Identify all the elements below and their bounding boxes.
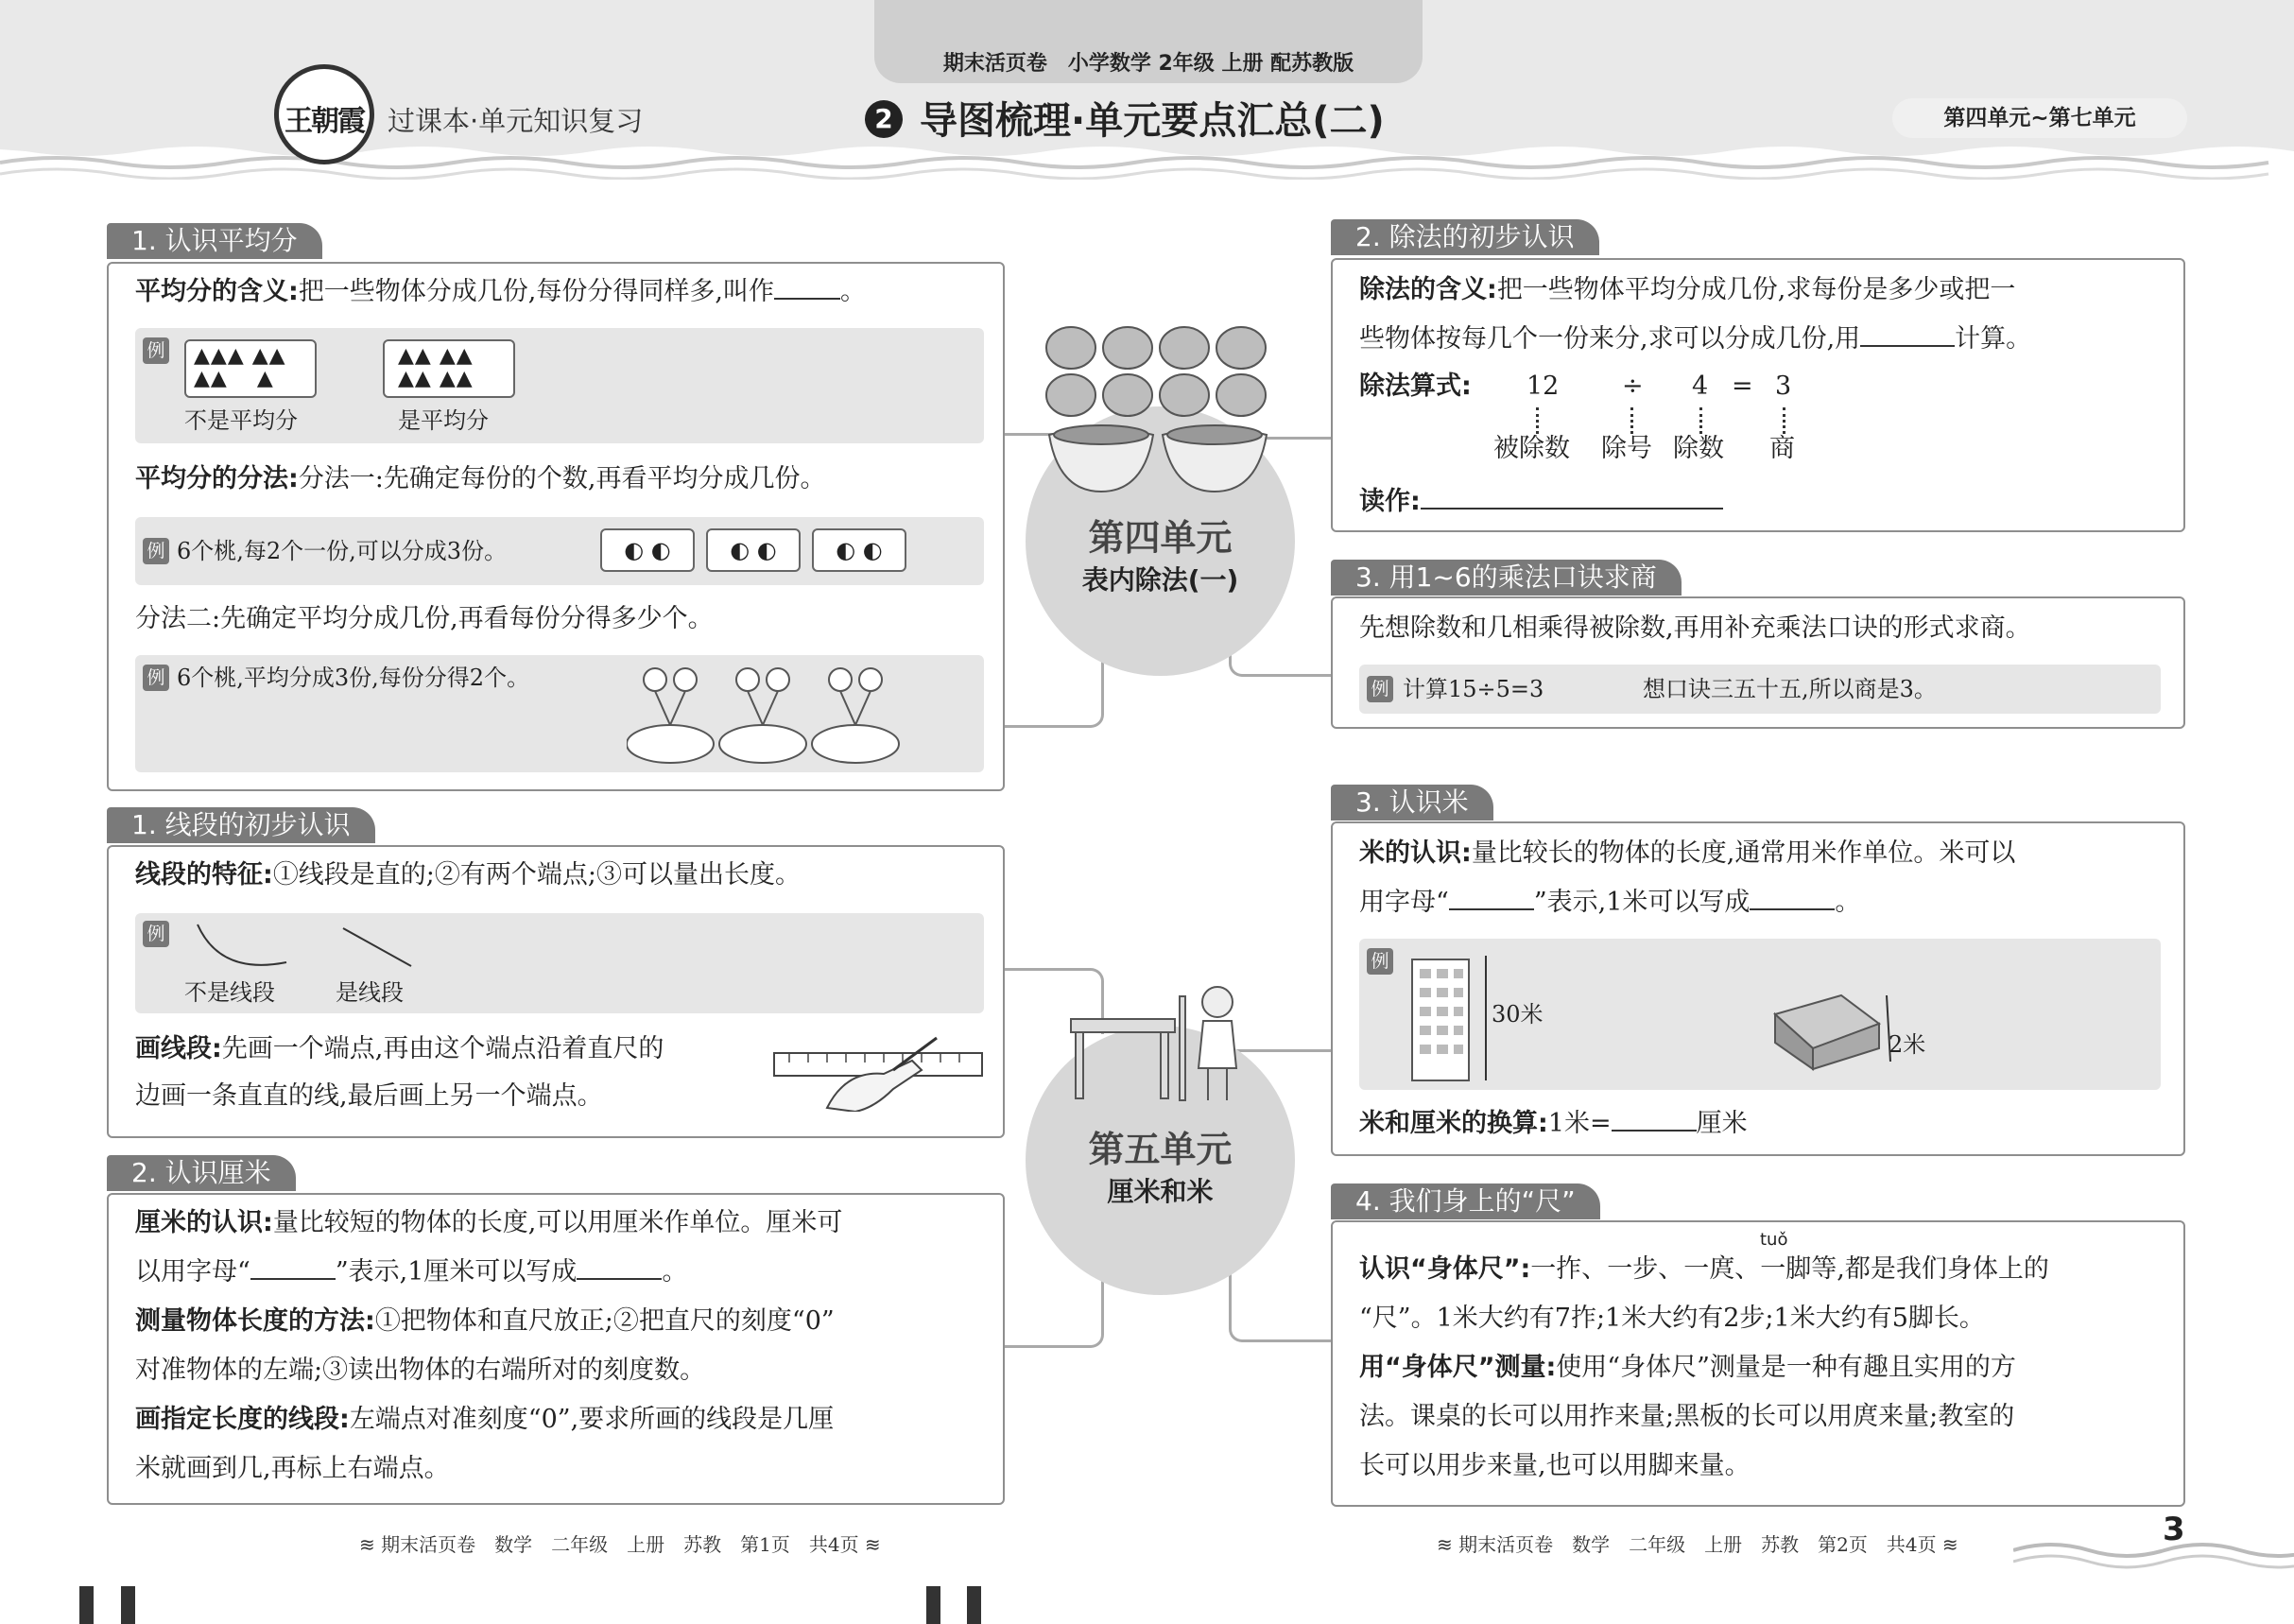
div-formula-label: 除法算式:	[1359, 371, 1472, 401]
avg-meaning	[135, 273, 866, 311]
avg-meaning-blank[interactable]	[774, 273, 840, 300]
header-tab-text: 期末活页卷 小学数学 2年级 上册 配苏教版	[942, 52, 1354, 76]
label-not-segment: 不是线段	[184, 979, 275, 1006]
corner-mark	[121, 1586, 135, 1624]
cm-letter-blank[interactable]	[250, 1253, 336, 1280]
section-tag-body-ruler: 4. 我们身上的“尺”	[1331, 1183, 1600, 1219]
section-tag-meter: 3. 认识米	[1331, 785, 1493, 821]
example-label: 例	[143, 538, 169, 564]
example-label: 例	[143, 665, 169, 691]
example-label: 例	[1367, 676, 1393, 702]
seg-features	[135, 856, 801, 894]
peach-group: ◐ ◐	[706, 528, 801, 572]
avg-example-2	[135, 517, 984, 585]
cm-draw-label: 画指定长度的线段:	[135, 1405, 350, 1434]
mult-line: 先想除数和几相乘得被除数,再用补充乘法口诀的形式求商。	[1359, 613, 2031, 643]
div-method-blank[interactable]	[1860, 320, 1955, 347]
footer-left: ≋ 期末活页卷 数学 二年级 上册 苏教 第1页 共4页 ≋	[359, 1533, 881, 1556]
example-label: 例	[1367, 948, 1393, 975]
pumpkins-illustration	[1044, 321, 1271, 496]
formula-divide-sign: ÷	[1622, 371, 1644, 401]
label-not-average: 不是平均分	[184, 407, 298, 434]
cm-line-2b: ”表示,1厘米可以写成	[335, 1257, 578, 1287]
div-read-label: 读作:	[1359, 487, 1421, 516]
div-line-2b: 计算。	[1955, 324, 2032, 354]
pinyin-tuo: tuǒ	[1760, 1230, 1788, 1250]
cm-line-3	[135, 1303, 835, 1340]
corner-mark	[79, 1586, 94, 1624]
avg-method-1	[135, 460, 826, 498]
peaches-to-plates	[627, 659, 910, 769]
ruler-illustration	[770, 1032, 988, 1112]
cm-line-2	[135, 1253, 687, 1291]
label-is-segment: 是线段	[336, 979, 404, 1006]
header-subtitle: 过课本·单元知识复习	[388, 105, 644, 137]
avg-example-3	[135, 655, 984, 772]
section-multiplication	[1331, 596, 2185, 729]
section-cm	[107, 1193, 1005, 1505]
title-text: 导图梳理·单元要点汇总(二)	[920, 99, 1385, 143]
triangles-unequal: ▲▲▲ ▲▲ ▲▲ ▲	[184, 339, 317, 398]
period: 。	[839, 277, 866, 306]
seg-features-label: 线段的特征:	[135, 860, 273, 890]
avg-method-2: 分法二:先确定平均分成几份,再看每份分得多少个。	[135, 604, 714, 633]
formula-equals: =	[1732, 371, 1753, 401]
title-number: 2	[865, 100, 903, 138]
div-line-1-text: 把一些物体平均分成几份,求每份是多少或把一	[1496, 275, 2016, 304]
building-height: 30米	[1492, 1001, 1544, 1028]
example-label: 例	[143, 921, 169, 947]
m-example	[1359, 939, 2161, 1090]
m-line-2b: ”表示,1米可以写成	[1533, 888, 1751, 917]
cm-line-5-text: 左端点对准刻度“0”,要求所画的线段是几厘	[349, 1405, 835, 1434]
div-formula	[1359, 368, 1472, 406]
m-letter-blank[interactable]	[1449, 884, 1534, 910]
footer-left-text: 期末活页卷 数学 二年级 上册 苏教 第1页 共4页	[381, 1533, 859, 1556]
unit5-topic: 厘米和米	[1107, 1176, 1214, 1207]
seg-draw-1-text: 先画一个端点,再由这个端点沿着直尺的	[221, 1034, 664, 1063]
unit4-name: 第四单元	[1088, 517, 1233, 559]
building-illustration	[1406, 946, 1501, 1082]
cm-label: 厘米的认识:	[135, 1208, 273, 1237]
div-read	[1359, 483, 1723, 521]
label-is-average: 是平均分	[398, 407, 489, 434]
section-tag-division: 2. 除法的初步认识	[1331, 219, 1599, 255]
div-line-1	[1359, 271, 2015, 309]
m-line-2c: 。	[1835, 888, 1861, 917]
body-line-2: “尺”。1米大约有7拃;1米大约有2步;1米大约有5脚长。	[1359, 1304, 1985, 1333]
peach-group: ◐ ◐	[812, 528, 906, 572]
cm-line-4: 对准物体的左端;③读出物体的右端所对的刻度数。	[135, 1356, 706, 1385]
m-line-1	[1359, 835, 2015, 872]
avg-meaning-label: 平均分的含义:	[135, 277, 299, 306]
footer-right-text: 期末活页卷 数学 二年级 上册 苏教 第2页 共4页	[1458, 1533, 1937, 1556]
header-tab	[874, 0, 1423, 83]
avg-method-label: 平均分的分法:	[135, 464, 299, 493]
avg-example-3-text: 6个桃,平均分成3份,每份分得2个。	[177, 665, 530, 691]
avg-method-1-text: 分法一:先确定每份的个数,再看平均分成几份。	[298, 464, 826, 493]
section-division	[1331, 258, 2185, 532]
name-divisor: 除数	[1673, 434, 1724, 463]
unit5-name: 第五单元	[1088, 1129, 1233, 1170]
body-line-5: 长可以用步来量,也可以用脚来量。	[1359, 1451, 1751, 1480]
logo	[274, 64, 374, 164]
m-conversion	[1359, 1105, 1748, 1143]
section-tag-cm: 2. 认识厘米	[107, 1155, 296, 1191]
corner-mark	[967, 1586, 981, 1624]
section-average	[107, 262, 1005, 791]
name-divide-sign: 除号	[1601, 434, 1652, 463]
body-line-3	[1359, 1349, 2016, 1387]
bed-illustration	[1766, 958, 1898, 1071]
cm-line-1	[135, 1204, 842, 1242]
section-meter	[1331, 821, 2185, 1156]
unit-range-badge: 第四单元~第七单元	[1892, 98, 2187, 138]
body-line-1-text: 一拃、一步、一庹、一脚等,都是我们身体上的	[1530, 1254, 2049, 1284]
seg-draw-1	[135, 1030, 664, 1068]
unit4-topic: 表内除法(一)	[1081, 564, 1239, 596]
example-label: 例	[143, 337, 169, 364]
page-number: 3	[2163, 1511, 2185, 1548]
m-conversion-label: 米和厘米的换算:	[1359, 1109, 1548, 1138]
body-measure-label: 用“身体尺”测量:	[1359, 1353, 1557, 1382]
m-conversion-blank[interactable]	[1612, 1105, 1697, 1132]
div-line-2a: 些物体按每几个一份来分,求可以分成几份,用	[1359, 324, 1861, 354]
logo-text: 王朝霞	[285, 105, 364, 138]
cm-line-2c: 。	[662, 1257, 688, 1287]
seg-draw-label: 画线段:	[135, 1034, 222, 1063]
section-segment	[107, 845, 1005, 1138]
footer-right: ≋ 期末活页卷 数学 二年级 上册 苏教 第2页 共4页 ≋	[1437, 1533, 1958, 1556]
cm-line-3-text: ①把物体和直尺放正;②把直尺的刻度“0”	[374, 1306, 835, 1336]
avg-example-1	[135, 328, 984, 443]
avg-example-2-text: 6个桃,每2个一份,可以分成3份。	[177, 538, 508, 564]
m-conversion-a: 1米=	[1547, 1109, 1612, 1138]
bed-length: 2米	[1889, 1031, 1926, 1058]
name-quotient: 商	[1769, 434, 1795, 463]
m-label: 米的认识:	[1359, 838, 1472, 868]
section-body-ruler	[1331, 1220, 2185, 1507]
cm-line-5	[135, 1401, 834, 1439]
cm-measure-label: 测量物体长度的方法:	[135, 1306, 375, 1336]
body-line-4: 法。课桌的长可以用拃来量;黑板的长可以用庹来量;教室的	[1359, 1402, 2015, 1431]
body-line-1	[1359, 1251, 2049, 1288]
div-meaning-label: 除法的含义:	[1359, 275, 1497, 304]
mult-example	[1359, 665, 2161, 714]
m-line-2a: 用字母“	[1359, 888, 1449, 917]
page-title	[865, 91, 1385, 145]
peach-group: ◐ ◐	[600, 528, 695, 572]
m-write-blank[interactable]	[1750, 884, 1835, 910]
cm-line-2a: 以用字母“	[135, 1257, 250, 1287]
m-conversion-b: 厘米	[1696, 1109, 1748, 1138]
m-line-2	[1359, 884, 1860, 922]
m-line-1-text: 量比较长的物体的长度,通常用米作单位。米可以	[1471, 838, 2016, 868]
div-read-blank[interactable]	[1421, 483, 1723, 510]
footer-wave	[2013, 1512, 2294, 1569]
cm-write-blank[interactable]	[577, 1253, 662, 1280]
section-tag-segment: 1. 线段的初步认识	[107, 807, 375, 843]
triangles-equal: ▲▲ ▲▲ ▲▲ ▲▲	[383, 339, 515, 398]
connector	[1229, 1257, 1333, 1342]
body-line-3-text: 使用“身体尺”测量是一种有趣且实用的方	[1556, 1353, 2016, 1382]
avg-meaning-text: 把一些物体分成几份,每份分得同样多,叫作	[298, 277, 774, 306]
section-tag-multiplication: 3. 用1~6的乘法口诀求商	[1331, 560, 1682, 596]
div-line-2	[1359, 320, 2031, 358]
cm-line-6: 米就画到几,再标上右端点。	[135, 1454, 450, 1483]
formula-divisor: 4	[1692, 371, 1709, 401]
corner-mark	[926, 1586, 940, 1624]
seg-draw-2: 边画一条直直的线,最后画上另一个端点。	[135, 1081, 603, 1111]
mult-example-a: 计算15÷5=3	[1403, 676, 1544, 702]
body-know-label: 认识“身体尺”:	[1359, 1254, 1531, 1284]
formula-dividend: 12	[1526, 371, 1560, 401]
seg-example	[135, 913, 984, 1013]
mult-example-b: 想口诀三五十五,所以商是3。	[1643, 676, 1937, 702]
formula-quotient: 3	[1775, 371, 1792, 401]
section-tag-average: 1. 认识平均分	[107, 223, 322, 259]
name-dividend: 被除数	[1493, 434, 1570, 463]
girl-desk-illustration	[1066, 974, 1255, 1106]
cm-line-1-text: 量比较短的物体的长度,可以用厘米作单位。厘米可	[272, 1208, 843, 1237]
segment-figures	[192, 919, 438, 976]
seg-features-text: ①线段是直的;②有两个端点;③可以量出长度。	[272, 860, 802, 890]
